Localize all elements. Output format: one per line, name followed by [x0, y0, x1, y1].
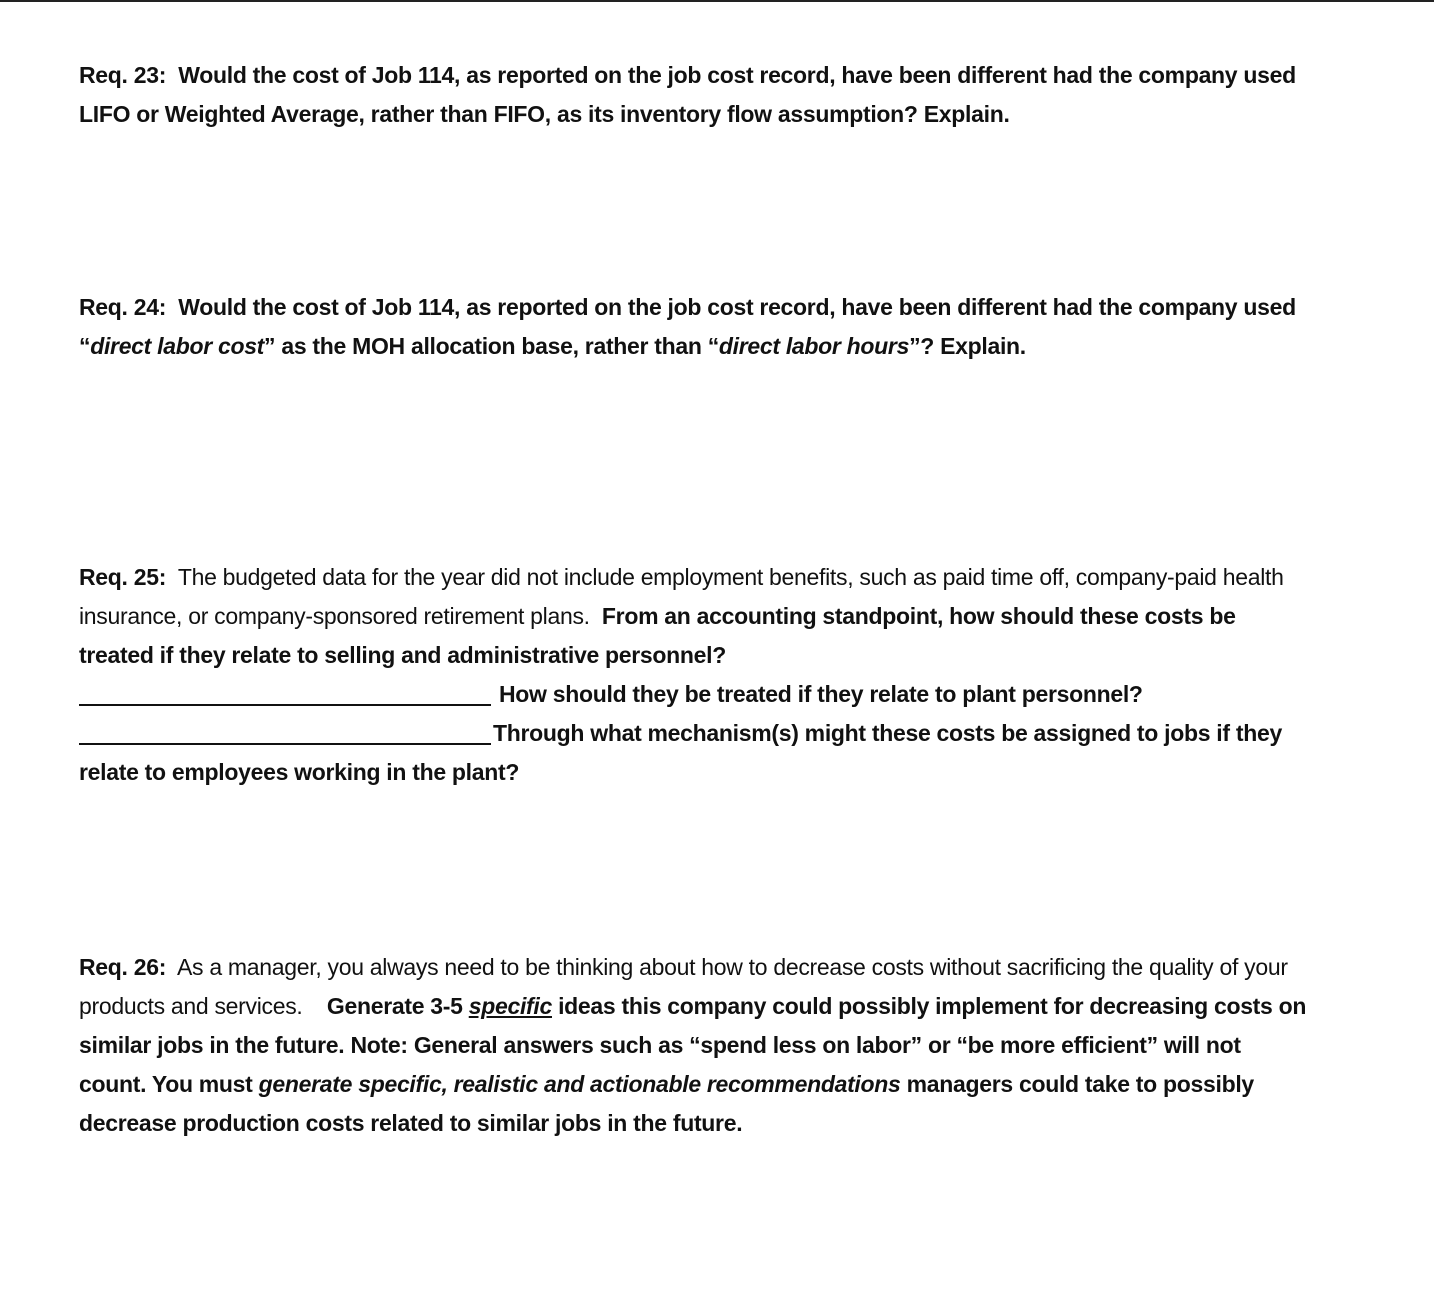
req-24-question-part-b: ” as the MOH allocation base, rather than “: [264, 333, 719, 359]
req-24-question-part-c: ”? Explain.: [909, 333, 1026, 359]
req-25-block: [79, 558, 1309, 792]
req-23-block: [79, 56, 1309, 134]
req-24-italic-direct-labor-hours: direct labor hours: [718, 333, 910, 359]
req-25-intro: The budgeted data for the year did not include employment benefits, such as paid time off, company-paid health insurance, or company-sponsored retirement plans.: [79, 564, 1284, 629]
req-26-instruction-part-a: Generate 3-5: [326, 993, 463, 1019]
req-26-emphasis-specific: specific: [468, 993, 552, 1019]
req-25-question-2: How should they be treated if they relate to plant personnel?: [499, 681, 1143, 707]
req-26-intro: As a manager, you always need to be thinking about how to decrease costs without sacrificing the quality of your products and services.: [79, 954, 1288, 1019]
answer-blank-2[interactable]: [79, 717, 491, 745]
req-23-question: Would the cost of Job 114, as reported on the job cost record, have been different had the company used LIFO or Weighted Average, rather than FIFO, as its inventory flow assumption? Explain.: [79, 62, 1296, 127]
answer-blank-1[interactable]: [79, 678, 491, 706]
req-24-question-part-a: Would the cost of Job 114, as reported on the job cost record, have been different had the company used “: [79, 294, 1296, 359]
req-24-block: [79, 288, 1309, 366]
req-26-block: [79, 948, 1309, 1143]
req-25-label: Req. 25:: [79, 564, 167, 590]
req-24-label: Req. 24:: [79, 294, 167, 320]
req-26-instruction-part-b: ideas this company could possibly implement for decreasing costs on similar jobs in the future. Note: General answers such as “spend less on labor” or “be more efficient” will not count. You must: [79, 993, 1307, 1097]
req-26-emphasis-recommendations: generate specific, realistic and actionable recommendations: [258, 1071, 901, 1097]
top-border-line: [0, 0, 1434, 2]
req-26-label: Req. 26:: [79, 954, 167, 980]
req-26-instruction-part-c: managers could take to possibly decrease production costs related to similar jobs in the future.: [79, 1071, 1254, 1136]
req-23-label: Req. 23:: [79, 62, 167, 88]
req-25-question-1: From an accounting standpoint, how should these costs be treated if they relate to selling and administrative personnel?: [79, 603, 1236, 668]
req-24-italic-direct-labor-cost: direct labor cost: [90, 333, 265, 359]
req-25-question-3: Through what mechanism(s) might these costs be assigned to jobs if they relate to employees working in the plant?: [79, 720, 1282, 785]
